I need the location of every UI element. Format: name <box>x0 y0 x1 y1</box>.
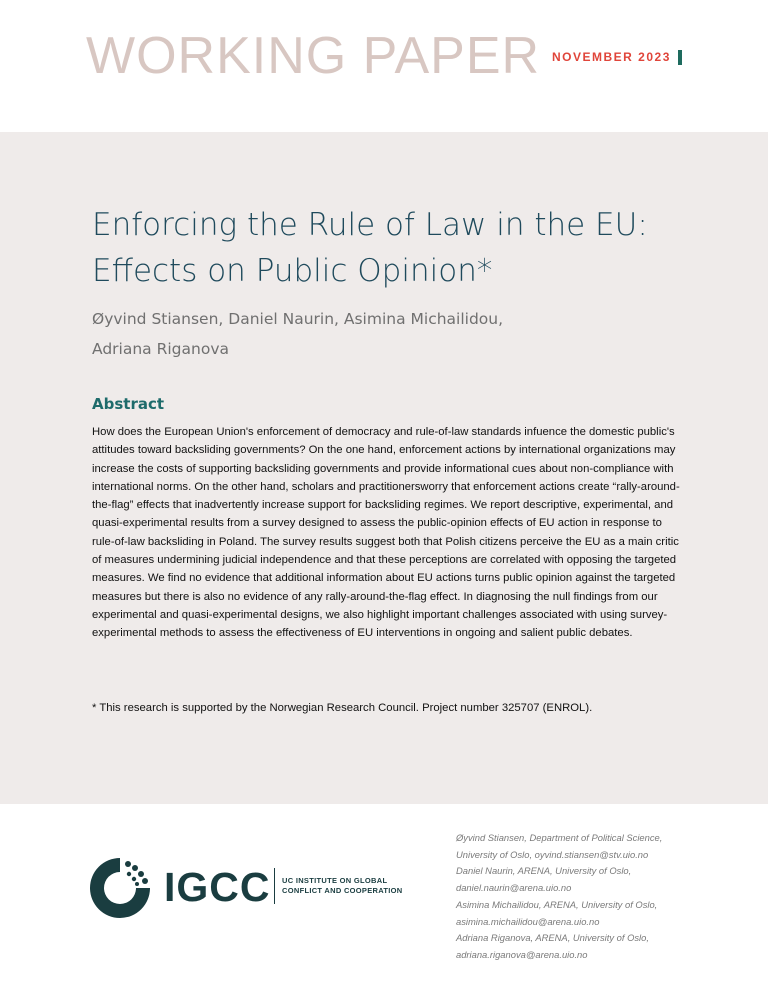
title-panel <box>0 132 768 804</box>
logo-divider <box>274 868 275 904</box>
author-affiliations <box>456 830 756 964</box>
author-line: Adriana Riganova <box>92 340 229 358</box>
author-line: Øyvind Stiansen, Daniel Naurin, Asimina Michailidou, <box>92 310 504 328</box>
paper-title-line: Enforcing the Rule of Law in the EU: <box>92 207 648 243</box>
affiliation-line: Daniel Naurin, ARENA, University of Oslo, <box>456 865 632 877</box>
paper-title <box>92 202 692 294</box>
logo-subtitle <box>282 876 403 896</box>
page-header <box>0 0 768 132</box>
logo-subtitle-line: CONFLICT AND COOPERATION <box>282 886 403 895</box>
paper-title-line: Effects on Public Opinion* <box>92 253 493 289</box>
author-list <box>92 304 692 364</box>
document-type-label: WORKING PAPER <box>86 27 541 85</box>
logo-wordmark: IGCC <box>164 864 271 910</box>
affiliation-line: asimina.michailidou@arena.uio.no <box>456 915 600 927</box>
logo-subtitle-line: UC INSTITUTE ON GLOBAL <box>282 876 388 885</box>
igcc-logo <box>88 856 408 920</box>
publication-date: NOVEMBER 2023 <box>552 50 671 64</box>
abstract-text: How does the European Union's enforcement of democracy and rule-of-law standards infuence the domestic public's attitudes toward backsliding governments? On the one hand, enforcement actions by international organizations may increase the costs of supporting backsliding governments and provide informational cues about non-compliance with international norms. On the other hand, scholars and practitionersworry that enforcement actions create “rally-around-the-flag” effects that inadvertently increase support for backsliding regimes. We report descriptive, experimental, and quasi-experimental results from a survey designed to assess the public-opinion effects of EU action in response to rule-of-law backsliding in Poland. The survey results suggest both that Polish citizens perceive the EU as a main critic of measures undermining judicial independence and that these perceptions are correlated with opposing the targeted measures. We find no evidence that additional information about EU actions turns public opinion against the targeted measures but there is also no evidence of any rally-around-the-flag effect. In diagnosing the null findings from our experimental and quasi-experimental designs, we also highlight important challenges associated with using survey-experimental methods to assess the effectiveness of EU interventions in ongoing and salient public debates. <box>92 426 680 640</box>
funding-footnote: * This research is supported by the Norwegian Research Council. Project number 325707 (ENROL). <box>92 702 593 714</box>
affiliation-line: Adriana Riganova, ARENA, University of Oslo, <box>456 932 649 944</box>
affiliation-line: Øyvind Stiansen, Department of Political Science, <box>456 832 663 843</box>
accent-bar <box>678 50 682 65</box>
affiliation-line: Asimina Michailidou, ARENA, University of Oslo, <box>456 898 658 910</box>
abstract-heading: Abstract <box>92 395 165 413</box>
affiliation-line: adriana.riganova@arena.uio.no <box>456 948 588 960</box>
affiliation-line: University of Oslo, oyvind.stiansen@stv.uio.no <box>456 848 649 860</box>
affiliation-line: daniel.naurin@arena.uio.no <box>456 882 572 894</box>
page-footer <box>0 804 768 994</box>
igcc-emblem-icon <box>88 856 152 920</box>
